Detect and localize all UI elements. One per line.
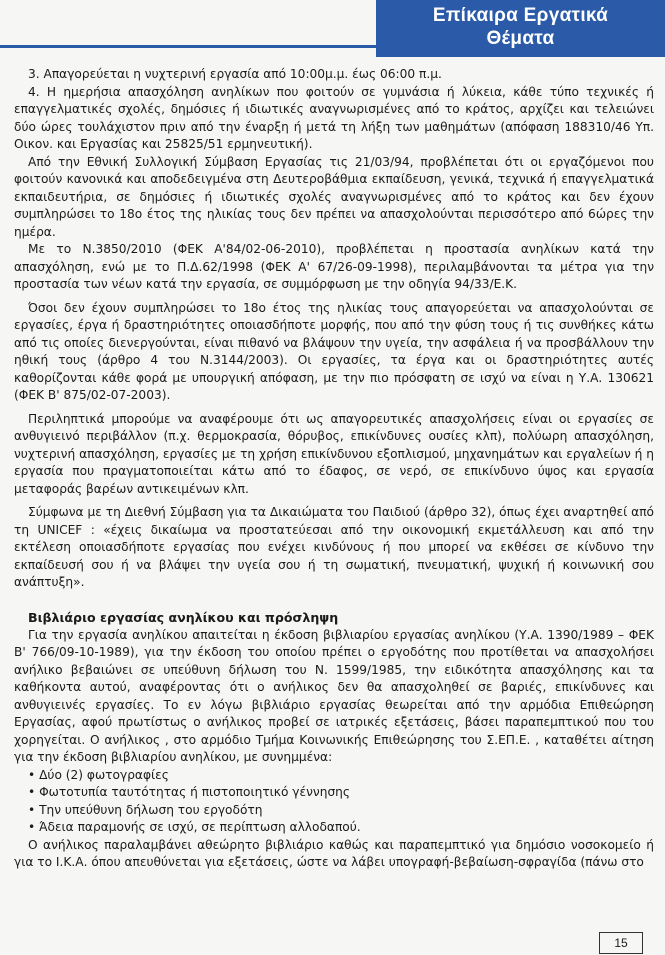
paragraph-summary-prohibited: Περιληπτικά μπορούμε να αναφέρουμε ότι ως απαγορευτικές απασχολήσεις είναι οι εργασίες σε ανθυγιεινό περιβάλλον (π.χ. θερμοκρασία, θόρυβος, επικίνδυνες ουσίες κλπ), πολύωρη απασχόληση, νυχτερινή απασχόληση, εργασίες με τη χρήση επικίνδυνου εξοπλισμού, μηχανημάτων και εργαλείων ή η εργασία που πραγματοποιείται κάτω από το έδαφος, σε νερό, σε επικίνδυνο ύψος και εργασία μεταφοράς βαρέων αντικειμένων κλπ.: [14, 411, 654, 496]
section-header-badge: [376, 0, 665, 57]
paragraph-students-hours: 4. Η ημερήσια απασχόληση ανηλίκων που φοιτούν σε γυμνάσια ή λύκεια, κάθε τύπο τεχνικές ή επαγγελματικές σχολές, δημόσιες ή ιδιωτικές αναγνωρισμένες από το κράτος, αρχίζει και τελειώνει δύο ώρες τουλάχιστον πριν από την έναρξη ή μετά τη λήξη των μαθημάτων (απόφαση 188310/46 Υπ. Οικον. και Εργασίας και 25825/51 ερμηνευτική).: [14, 84, 654, 151]
paragraph-booklet-intro: Για την εργασία ανηλίκου απαιτείται η έκδοση βιβλιαρίου εργασίας ανηλίκου (Υ.Α. 1390/1989 – ΦΕΚ Β' 766/09-10-1989), για την έκδοση του οποίου πρέπει ο εργοδότης που προτίθεται να απασχολήσει ανήλικο βεβαιώνει σε υπεύθυνη δήλωση του Ν. 1599/1985, την ειδικότητα απασχόλησης και τα καθήκοντα αυτού, αναφέροντας ότι ο ανήλικος δεν θα απασχοληθεί σε βαριές, επικίνδυνες και ανθυγιεινές εργασίες. Το εν λόγω βιβλιάριο εργασίας θεωρείται από την αρμόδια Επιθεώρηση Εργασίας, αφού πρωτίστως ο ανήλικος προβεί σε ιατρικές εξετάσεις, βάσει παραπεμπτικού που του χορηγείται. Ο ανήλικος , στο αρμόδιο Τμήμα Κοινωνικής Επιθεώρησης του Σ.ΕΠ.Ε. , καταθέτει αίτηση για την έκδοση βιβλιαρίου ανηλίκου, με συνημμένα:: [14, 627, 654, 764]
paragraph-booklet-closing: Ο ανήλικος παραλαμβάνει αθεώρητο βιβλιάριο καθώς και παραπεμπτικό για δημόσιο νοσοκομείο ή για το Ι.Κ.Α. όπου απευθύνεται για εξετάσεις, ώστε να λάβει υπογραφή-βεβαίωση-σφραγίδα (πάνω στο: [14, 837, 654, 869]
page-number: 15: [599, 932, 643, 954]
header-rule: [0, 45, 380, 48]
list-item: • Την υπεύθυνη δήλωση του εργοδότη: [28, 802, 654, 820]
paragraph-night-work: 3. Απαγορεύεται η νυχτερινή εργασία από 10:00μ.μ. έως 06:00 π.μ.: [28, 67, 442, 81]
section-heading: Βιβλιάριο εργασίας ανηλίκου και πρόσληψη: [28, 609, 339, 625]
paragraph-collective-agreement: Από την Εθνική Συλλογική Σύμβαση Εργασίας τις 21/03/94, προβλέπεται ότι οι εργαζόμενοι που φοιτούν κανονικά και αποδεδειγμένα στη Δευτεροβάθμια εκπαίδευση, γενικά, τεχνικά ή επαγγελματικά εκπαιδευτήρια, σε δημόσιες ή ιδιωτικές σχολές αναγνωρισμένες από το κράτος και δεν έχουν συμπληρώσει το 18ο έτος της ηλικίας τους δεν πρέπει να απασχολούνται περισσότερο από 6ώρες την ημέρα.: [14, 154, 654, 239]
list-item: • Άδεια παραμονής σε ισχύ, σε περίπτωση αλλοδαπού.: [28, 819, 654, 837]
paragraph-prohibited-work: Όσοι δεν έχουν συμπληρώσει το 18ο έτος της ηλικίας τους απαγορεύεται να απασχολούνται σε εργασίες, έργα ή δραστηριότητες οποιασδήποτε μορφής, που από την φύση τους ή τις συνθήκες κάτω από τις οποίες διενεργούνται, είναι πιθανό να βλάψουν την υγεία, την ασφάλεια ή να προσβάλλουν την ηθική τους (άρθρο 4 του Ν.3144/2003). Οι εργασίες, τα έργα και οι δραστηριότητες αυτές καθορίζονται κάθε φορά με υπουργική απόφαση, με την πιο πρόσφατη σε ισχύ να είναι η Υ.Α. 130621 (ΦΕΚ Β' 875/02-07-2003).: [14, 300, 654, 402]
attachments-list: [14, 767, 654, 837]
document-body: [14, 66, 654, 872]
list-item: • Δύο (2) φωτογραφίες: [28, 767, 654, 785]
list-item: • Φωτοτυπία ταυτότητας ή πιστοποιητικό γέννησης: [28, 784, 654, 802]
header-title-line1: Επίκαιρα Εργατικά: [432, 5, 609, 26]
paragraph-law-3850: Με το Ν.3850/2010 (ΦΕΚ Α'84/02-06-2010), προβλέπεται η προστασία ανηλίκων κατά την απασχόληση, ενώ με το Π.Δ.62/1998 (ΦΕΚ Α' 67/26-09-1998), περιλαμβάνονται τα μέτρα για την προστασία των νέων κατά την εργασία, σε συμμόρφωση με την οδηγία 94/33/Ε.Κ.: [14, 242, 654, 291]
paragraph-unicef: Σύμφωνα με τη Διεθνή Σύμβαση για τα Δικαιώματα του Παιδιού (άρθρο 32), όπως έχει αναρτηθεί από τη UNICEF : «έχεις δικαίωμα να προστατεύεσαι από την οικονομική εκμετάλλευση και από την εκτέλεση οποιασδήποτε εργασίας που ενέχει κινδύνους ή που μπορεί να εκθέσει σε κίνδυνο την εκπαίδευσή σου ή να βλάψει την υγεία σου ή τη σωματική, πνευματική, ψυχική ή κοινωνική σου ανάπτυξη».: [14, 505, 654, 589]
header-title-line2: Θέματα: [486, 28, 555, 49]
